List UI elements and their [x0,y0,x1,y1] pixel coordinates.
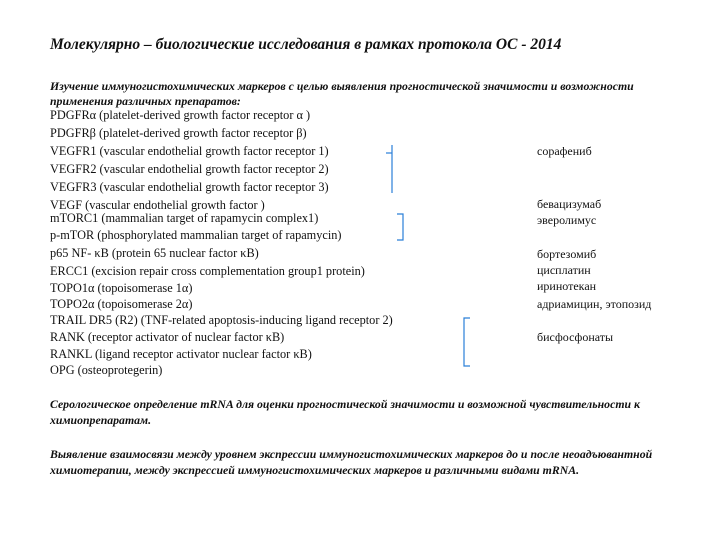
bracket-vegfr [382,143,402,195]
drug-cisplatin: цисплатин [537,263,591,277]
marker-trail-dr5: TRAIL DR5 (R2) (TNF-related apoptosis-inducing ligand receptor 2) [50,313,393,327]
drug-irinotecan: иринотекан [537,279,597,293]
correlation-paragraph: Выявление взаимосвязи между уровнем экспрессии иммуногистохимических маркеров до и после неоадъювантной химиотерапии, между экспрессией иммуногистохимических маркеров и различными видами mRNA. [50,447,653,477]
drug-adriamycin-etoposide: адриамицин, этопозид [537,297,652,311]
marker-topo2a: TOPO2α (topoisomerase 2α) [50,297,193,311]
marker-vegfr1: VEGFR1 (vascular endothelial growth factor receptor 1) [50,144,329,158]
marker-pdgfra: PDGFRα (platelet-derived growth factor receptor α ) [50,108,311,122]
marker-ercc1: ERCC1 (excision repair cross complementation group1 protein) [50,264,365,278]
drug-bisphosphonates: бисфосфонаты [537,330,614,344]
bracket-rank [458,316,474,368]
drug-sorafenib: сорафениб [537,144,592,158]
marker-pdgfrb: PDGFRβ (platelet-derived growth factor receptor β) [50,126,307,140]
marker-topo1a: TOPO1α (topoisomerase 1α) [50,281,193,295]
page-title: Молекулярно – биологические исследования в рамках протокола ОС - 2014 [50,36,562,53]
intro-text: Изучение иммуногистохимических маркеров с целью выявления прогностической значимости и возможности применения различных препаратов: [50,79,634,108]
marker-p-mtor: p-mTOR (phosphorylated mammalian target of rapamycin) [50,228,342,242]
drug-bortezomib: бортезомиб [537,247,597,261]
marker-rank: RANK (receptor activator of nuclear factor κB) [50,330,285,344]
marker-mtorc1: mTORC1 (mammalian target of rapamycin complex1) [50,211,319,225]
marker-p65-nfkb: p65 NF- κB (protein 65 nuclear factor κB) [50,246,259,260]
marker-vegfr3: VEGFR3 (vascular endothelial growth factor receptor 3) [50,180,329,194]
marker-rankl: RANKL (ligand receptor activator nuclear factor κB) [50,347,312,361]
drug-everolimus: эверолимус [537,213,597,227]
marker-opg: OPG (osteoprotegerin) [50,363,163,377]
serology-paragraph: Серологическое определение mRNA для оценки прогностической значимости и возможной чувствительности к химиопрепаратам. [50,397,640,427]
drug-bevacizumab: бевацизумаб [537,197,602,211]
marker-vegfr2: VEGFR2 (vascular endothelial growth factor receptor 2) [50,162,329,176]
marker-vegf: VEGF (vascular endothelial growth factor ) [50,198,265,212]
bracket-mtor [393,212,407,242]
